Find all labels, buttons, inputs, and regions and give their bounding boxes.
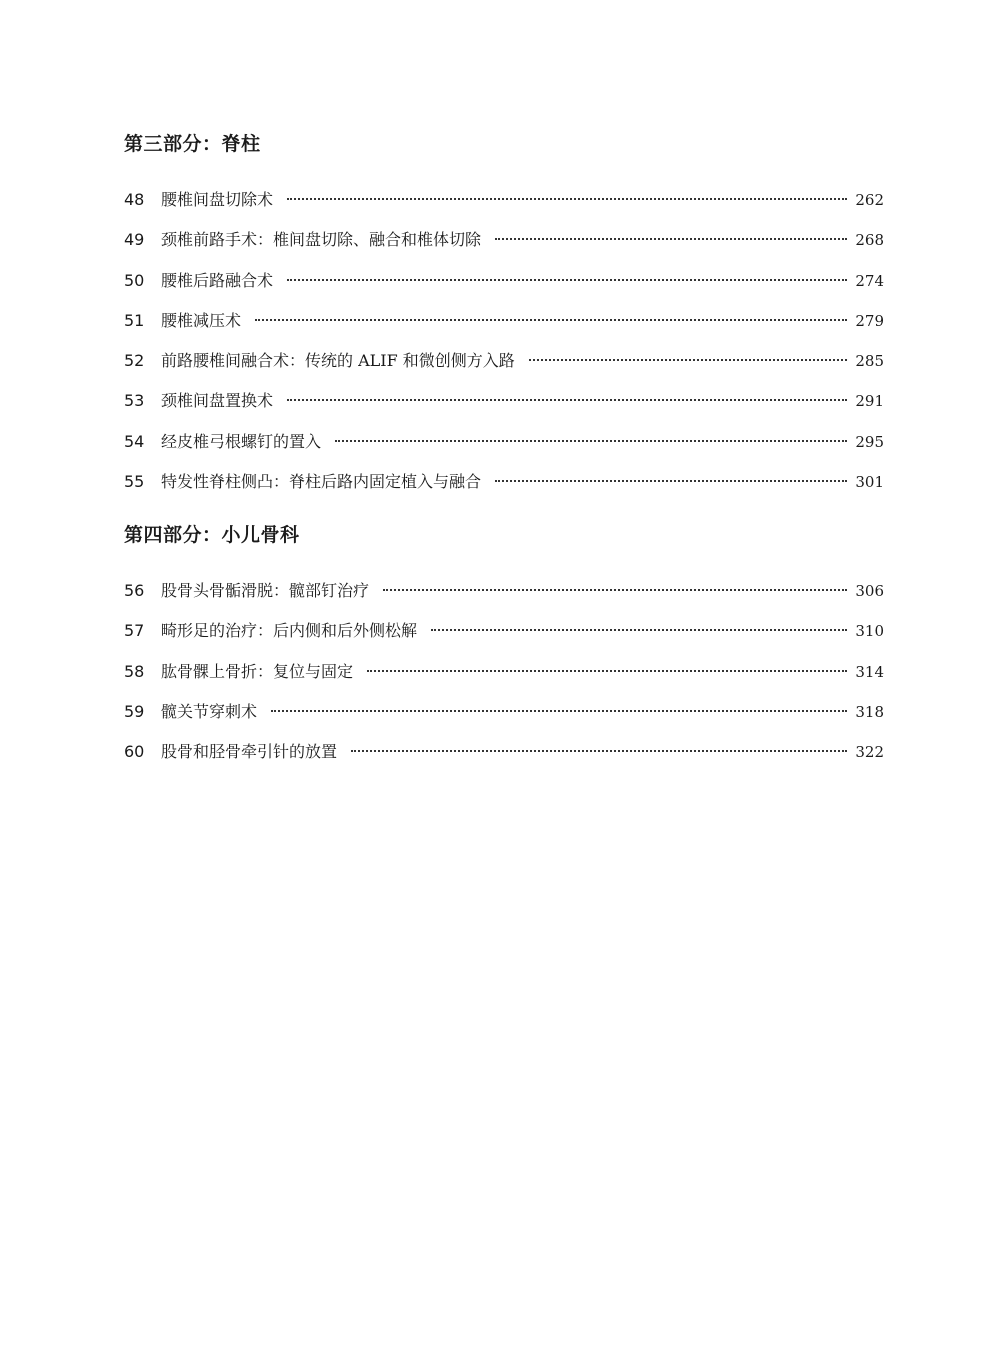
page-number: 268 bbox=[855, 231, 884, 250]
chapter-title: 股骨和胫骨牵引针的放置 bbox=[161, 742, 338, 762]
page-number: 274 bbox=[855, 271, 884, 290]
chapter-number: 58 bbox=[124, 661, 145, 681]
chapter-title: 股骨头骨骺滑脱：髋部钉治疗 bbox=[161, 581, 370, 600]
toc-entry[interactable] bbox=[124, 301, 884, 341]
chapter-title: 经皮椎弓根螺钉的置入 bbox=[161, 431, 322, 451]
page-number: 295 bbox=[855, 432, 884, 451]
dot-leader bbox=[431, 629, 847, 631]
chapter-title: 前路腰椎间融合术：传统的 ALIF 和微创侧方入路 bbox=[161, 351, 515, 371]
dot-leader bbox=[383, 589, 847, 591]
dot-leader bbox=[255, 319, 847, 321]
toc-entry[interactable] bbox=[124, 692, 884, 732]
dot-leader bbox=[495, 238, 847, 240]
chapter-number: 49 bbox=[124, 230, 145, 250]
chapter-number: 54 bbox=[124, 431, 145, 451]
toc-entry[interactable] bbox=[124, 220, 884, 260]
chapter-number: 53 bbox=[124, 391, 145, 411]
chapter-title: 特发性脊柱侧凸：脊柱后路内固定植入与融合 bbox=[161, 472, 482, 492]
toc-entry-list bbox=[124, 180, 884, 502]
chapter-title: 髋关节穿刺术 bbox=[161, 701, 258, 721]
toc-entry[interactable] bbox=[124, 652, 884, 692]
chapter-title: 腰椎减压术 bbox=[161, 310, 242, 330]
page-number: 310 bbox=[855, 622, 884, 641]
dot-leader bbox=[335, 440, 847, 442]
chapter-number: 51 bbox=[124, 310, 145, 330]
toc-entry[interactable] bbox=[124, 462, 884, 502]
dot-leader bbox=[287, 279, 847, 281]
toc-entry[interactable] bbox=[124, 611, 884, 651]
part-title: 第四部分：小儿骨科 bbox=[124, 524, 300, 546]
toc-part-pediatric-orthopedics bbox=[124, 519, 884, 772]
chapter-number: 60 bbox=[124, 742, 145, 762]
chapter-number: 55 bbox=[124, 472, 145, 492]
page-number: 291 bbox=[855, 392, 884, 411]
toc-entry[interactable] bbox=[124, 571, 884, 611]
dot-leader bbox=[351, 750, 847, 752]
page-number: 262 bbox=[855, 191, 884, 209]
dot-leader bbox=[271, 710, 847, 712]
chapter-number: 57 bbox=[124, 621, 145, 641]
dot-leader bbox=[529, 359, 848, 361]
dot-leader bbox=[287, 198, 847, 200]
dot-leader bbox=[287, 399, 847, 401]
chapter-title: 颈椎间盘置换术 bbox=[161, 391, 274, 411]
page-number: 301 bbox=[855, 473, 884, 492]
page-number: 318 bbox=[855, 702, 884, 721]
chapter-title: 畸形足的治疗：后内侧和后外侧松解 bbox=[161, 621, 418, 641]
page-number: 279 bbox=[855, 311, 884, 330]
chapter-title: 肱骨髁上骨折：复位与固定 bbox=[161, 661, 354, 681]
toc-entry[interactable] bbox=[124, 180, 884, 220]
page-number: 285 bbox=[855, 352, 884, 371]
page-number: 306 bbox=[855, 582, 884, 600]
chapter-number: 48 bbox=[124, 190, 145, 209]
toc-part-spine bbox=[124, 128, 884, 502]
dot-leader bbox=[495, 480, 847, 482]
chapter-title: 腰椎间盘切除术 bbox=[161, 190, 274, 209]
page-number: 322 bbox=[855, 743, 884, 762]
chapter-title: 腰椎后路融合术 bbox=[161, 270, 274, 290]
chapter-number: 59 bbox=[124, 701, 145, 721]
toc-entry[interactable] bbox=[124, 381, 884, 421]
chapter-number: 56 bbox=[124, 581, 145, 600]
chapter-number: 50 bbox=[124, 270, 145, 290]
chapter-number: 52 bbox=[124, 351, 145, 371]
toc-entry-list bbox=[124, 571, 884, 772]
toc-entry[interactable] bbox=[124, 422, 884, 462]
dot-leader bbox=[367, 670, 847, 672]
toc-entry[interactable] bbox=[124, 261, 884, 301]
page-number: 314 bbox=[855, 662, 884, 681]
toc-entry[interactable] bbox=[124, 732, 884, 772]
part-title: 第三部分：脊柱 bbox=[124, 133, 261, 155]
chapter-title: 颈椎前路手术：椎间盘切除、融合和椎体切除 bbox=[161, 230, 482, 250]
toc-entry[interactable] bbox=[124, 341, 884, 381]
